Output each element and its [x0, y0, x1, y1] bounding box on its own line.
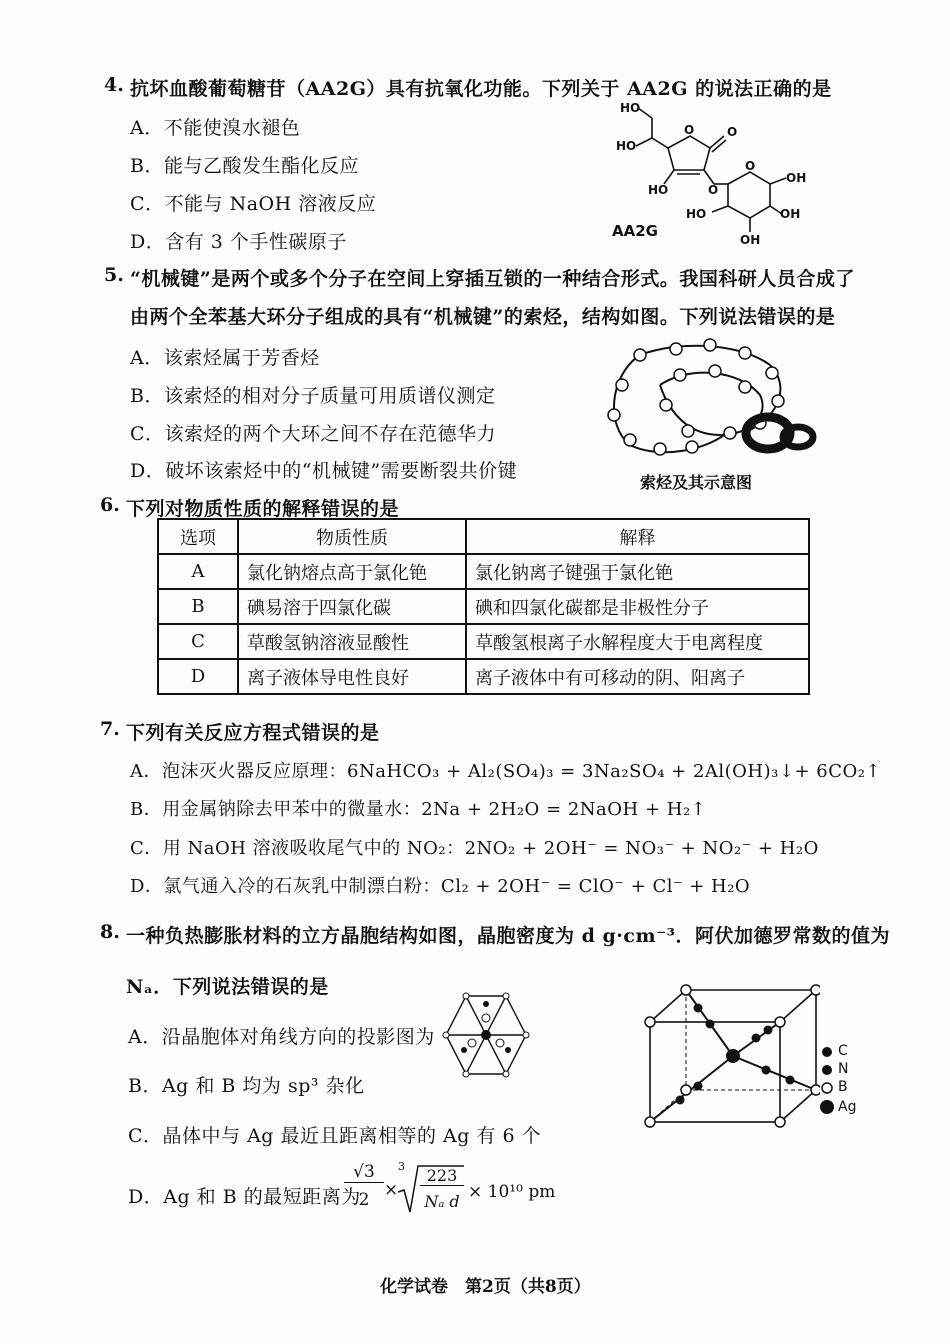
q6-row-d-explanation: 离子液体中有可移动的阴、阳离子 — [466, 659, 809, 694]
q6-number: 6. — [100, 494, 120, 516]
q5-option-d: D．破坏该索烃中的“机械键”需要断裂共价键 — [130, 460, 518, 482]
q4-option-c: C．不能与 NaOH 溶液反应 — [130, 193, 377, 215]
q4-option-a: A．不能使溴水褪色 — [130, 117, 301, 139]
aa2g-label-oh1: OH — [786, 171, 807, 185]
q7-option-c: C．用 NaOH 溶液吸收尾气中的 NO₂：2NO₂ + 2OH⁻ = NO₃⁻ + NO₂⁻ + H₂O — [130, 838, 819, 859]
q6-stem: 下列对物质性质的解释错误的是 — [126, 498, 400, 520]
q7-option-d: D．氯气通入冷的石灰乳中制漂白粉：Cl₂ + 2OH⁻ = ClO⁻ + Cl⁻ + H₂O — [130, 876, 751, 897]
q5-number: 5. — [104, 264, 124, 286]
q6-header-option: 选项 — [158, 519, 238, 554]
q4-number: 4. — [104, 74, 124, 96]
legend-n-marker-icon — [822, 1065, 832, 1075]
q6-row-c-explanation: 草酸氢根离子水解程度大于电离程度 — [466, 624, 809, 659]
q5-option-c: C．该索烃的两个大环之间不存在范德华力 — [130, 423, 497, 445]
aa2g-label-o4: O — [745, 159, 756, 173]
q4-stem: 抗坏血酸葡萄糖苷（AA2G）具有抗氧化功能。下列关于 AA2G 的说法正确的是 — [130, 78, 832, 100]
q6-row-a-property: 氯化钠熔点高于氯化铯 — [238, 554, 466, 589]
q7-option-b: B．用金属钠除去甲苯中的微量水：2Na + 2H₂O = 2NaOH + H₂↑ — [130, 799, 707, 820]
table-row — [158, 554, 809, 589]
q8-option-d-prefix: D．Ag 和 B 的最短距离为 — [128, 1186, 361, 1208]
aa2g-label-ho1: HO — [620, 101, 641, 115]
q6-row-b-explanation: 碘和四氯化碳都是非极性分子 — [466, 589, 809, 624]
q8-stem-line1: 一种负热膨胀材料的立方晶胞结构如图，晶胞密度为 d g·cm⁻³．阿伏加德罗常数的值为 — [126, 925, 890, 947]
legend-markers — [820, 1044, 834, 1118]
q8-option-a: A．沿晶胞体对角线方向的投影图为 — [128, 1026, 435, 1048]
page-footer: 化学试卷 第2页（共8页） — [380, 1277, 591, 1297]
unit-cell-figure — [640, 982, 820, 1132]
q6-table — [157, 518, 810, 695]
q8-stem-line2: Nₐ．下列说法错误的是 — [126, 976, 329, 998]
legend-b: B — [838, 1079, 848, 1095]
q7-stem: 下列有关反应方程式错误的是 — [126, 722, 380, 744]
q4-option-d: D．含有 3 个手性碳原子 — [130, 231, 347, 253]
q5-option-a: A．该索烃属于芳香烃 — [130, 347, 320, 369]
q6-row-c-option: C — [158, 624, 238, 659]
catenane-figure — [600, 335, 830, 465]
table-row — [158, 589, 809, 624]
legend-ag-marker-icon — [820, 1100, 834, 1114]
q8-d-den2: Nₐ d — [424, 1192, 460, 1211]
aa2g-label-ho4: HO — [686, 207, 707, 221]
q8-d-den: 2 — [358, 1190, 370, 1210]
projection-hexagon-figure — [442, 992, 530, 1078]
aa2g-label-o2: O — [727, 125, 738, 139]
legend-c: C — [838, 1043, 848, 1059]
q8-d-num: 223 — [420, 1166, 464, 1186]
aa2g-caption: AA2G — [612, 222, 658, 240]
q6-row-b-option: B — [158, 589, 238, 624]
aa2g-label-o1: O — [684, 123, 695, 137]
q6-table-header — [158, 519, 809, 554]
q6-row-d-option: D — [158, 659, 238, 694]
q7-option-a: A．泡沫灭火器反应原理：6NaHCO₃ + Al₂(SO₄)₃ = 3Na₂SO₄ + 2Al(OH)₃↓+ 6CO₂↑ — [130, 761, 882, 782]
catenane-caption: 索烃及其示意图 — [640, 473, 753, 492]
q8-d-times: × — [384, 1180, 399, 1200]
q6-header-property: 物质性质 — [238, 519, 466, 554]
q6-row-b-property: 碘易溶于四氯化碳 — [238, 589, 466, 624]
q8-d-sqrt3: √3 — [344, 1162, 384, 1183]
q6-row-c-property: 草酸氢钠溶液显酸性 — [238, 624, 466, 659]
legend-n: N — [838, 1061, 849, 1077]
aa2g-label-ho2: HO — [616, 139, 637, 153]
q8-option-b: B．Ag 和 B 均为 sp³ 杂化 — [128, 1075, 365, 1097]
q6-header-explanation: 解释 — [466, 519, 809, 554]
aa2g-label-oh3: OH — [740, 233, 761, 247]
q4-option-b: B．能与乙酸发生酯化反应 — [130, 155, 359, 177]
aa2g-label-o3: O — [708, 183, 719, 197]
q6-row-d-property: 离子液体导电性良好 — [238, 659, 466, 694]
q8-d-root-index: 3 — [398, 1160, 405, 1173]
aa2g-label-oh2: OH — [780, 207, 801, 221]
legend-b-marker-icon — [822, 1083, 832, 1093]
table-row — [158, 624, 809, 659]
q8-d-suffix: × 10¹⁰ pm — [468, 1182, 556, 1202]
table-row — [158, 659, 809, 694]
q5-option-b: B．该索烃的相对分子质量可用质谱仪测定 — [130, 385, 496, 407]
legend-ag: Ag — [838, 1099, 857, 1115]
q7-number: 7. — [100, 718, 120, 740]
q5-stem-line1: “机械键”是两个或多个分子在空间上穿插互锁的一种结合形式。我国科研人员合成了 — [130, 268, 855, 290]
aa2g-label-ho3: HO — [648, 183, 669, 197]
q8-option-c: C．晶体中与 Ag 最近且距离相等的 Ag 有 6 个 — [128, 1125, 542, 1147]
q8-number: 8. — [100, 921, 120, 943]
q6-row-a-option: A — [158, 554, 238, 589]
q6-row-a-explanation: 氯化钠离子键强于氯化铯 — [466, 554, 809, 589]
q5-stem-line2: 由两个全苯基大环分子组成的具有“机械键”的索烃，结构如图。下列说法错误的是 — [130, 306, 836, 328]
legend-c-marker-icon — [822, 1047, 832, 1057]
